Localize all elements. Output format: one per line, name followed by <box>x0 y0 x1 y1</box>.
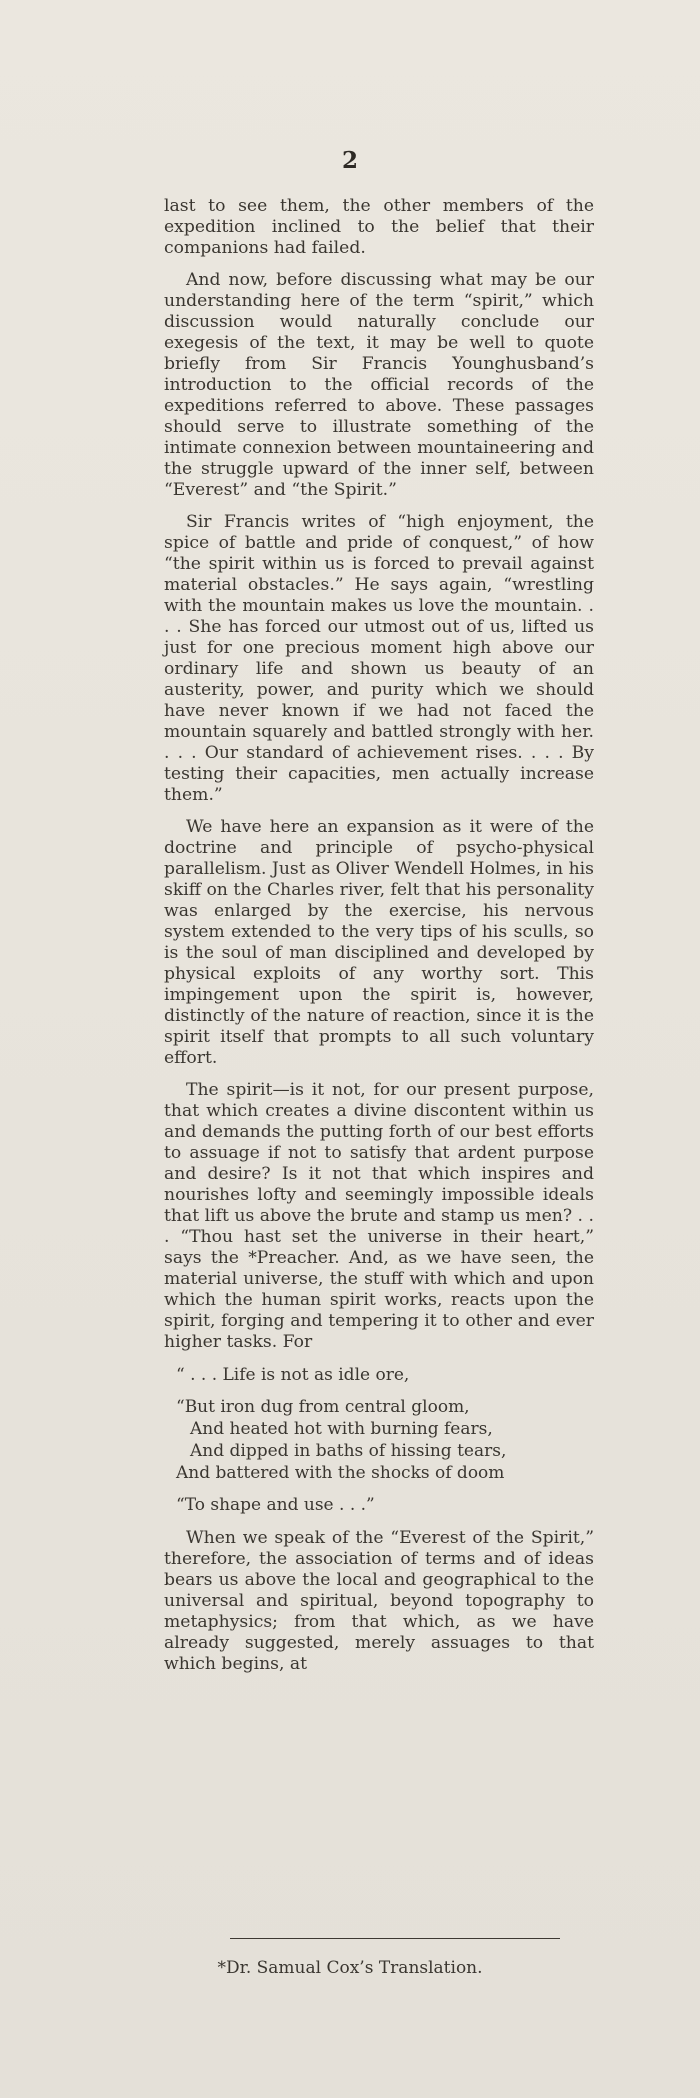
poem-quotation <box>164 1364 594 1516</box>
poem-line: And dipped in baths of hissing tears, <box>190 1441 507 1461</box>
paragraph-younghusband-quote: Sir Francis writes of “high enjoyment, the spice of battle and pride of conquest,” of how “the spirit within us is forced to prevail against material obstacles.” He says again, “wrestling with the mountain makes us love the mountain. . . . She has forced our utmost out of us, lifted us just for one precious moment high above our ordinary life and shown us beauty of an austerity, power, and purity which we should have never known if we had not faced the mountain squarely and battled strongly with her. . . . Our standard of achievement rises. . . . By testing their capacities, men actually increase them.” <box>164 512 594 805</box>
poem-line: “But iron dug from central gloom, <box>176 1397 470 1417</box>
body-text <box>164 196 594 1686</box>
paragraph-spirit-question: The spirit—is it not, for our present purpose, that which creates a divine discontent within us and demands the putting forth of our best efforts to assuage if not to satisfy that ardent purpose and desire? Is it not that which inspires and nourishes lofty and seemingly impossible ideals that lift us above the brute and stamp us men? . . . “Thou hast set the universe in their heart,” says the *Preacher. And, as we have seen, the material universe, the stuff with which and upon which the human spirit works, reacts upon the spirit, forging and tempering it to other and ever higher tasks. For <box>164 1080 594 1352</box>
footnote-divider <box>230 1938 560 1939</box>
paragraph-continued: last to see them, the other members of the expedition inclined to the belief that their companions had failed. <box>164 196 594 258</box>
page-number: 2 <box>341 147 358 174</box>
poem-line: “To shape and use . . .” <box>176 1495 375 1515</box>
poem-line: And battered with the shocks of doom <box>176 1463 505 1483</box>
paragraph-psychophysical: We have here an expansion as it were of the doctrine and principle of psycho-physical parallelism. Just as Oliver Wendell Holmes, in his skiff on the Charles river, felt that his personality was enlarged by the exercise, his nervous system extended to the very tips of his sculls, so is the soul of man disciplined and developed by physical exploits of any worthy sort. This impingement upon the spirit is, however, distinctly of the nature of reaction, since it is the spirit itself that prompts to all such voluntary effort. <box>164 817 594 1068</box>
poem-line: And heated hot with burning fears, <box>190 1419 493 1439</box>
paragraph-spirit-definition: And now, before discussing what may be our understanding here of the term “spirit,” which discussion would naturally conclude our exegesis of the text, it may be well to quote briefly from Sir Francis Younghusband’s introduction to the official records of the expeditions referred to above. These passages should serve to illustrate something of the intimate connexion between mountaineering and the struggle upward of the inner self, between “Everest” and “the Spirit.” <box>164 270 594 500</box>
poem-line: “ . . . Life is not as idle ore, <box>176 1365 410 1385</box>
footnote: *Dr. Samual Cox’s Translation. <box>217 1958 483 1978</box>
paragraph-closing: When we speak of the “Everest of the Spirit,” therefore, the association of terms and of ideas bears us above the local and geographical to the universal and spiritual, beyond topography to metaphysics; from that which, as we have already suggested, merely assuages to that which begins, at <box>164 1528 594 1674</box>
